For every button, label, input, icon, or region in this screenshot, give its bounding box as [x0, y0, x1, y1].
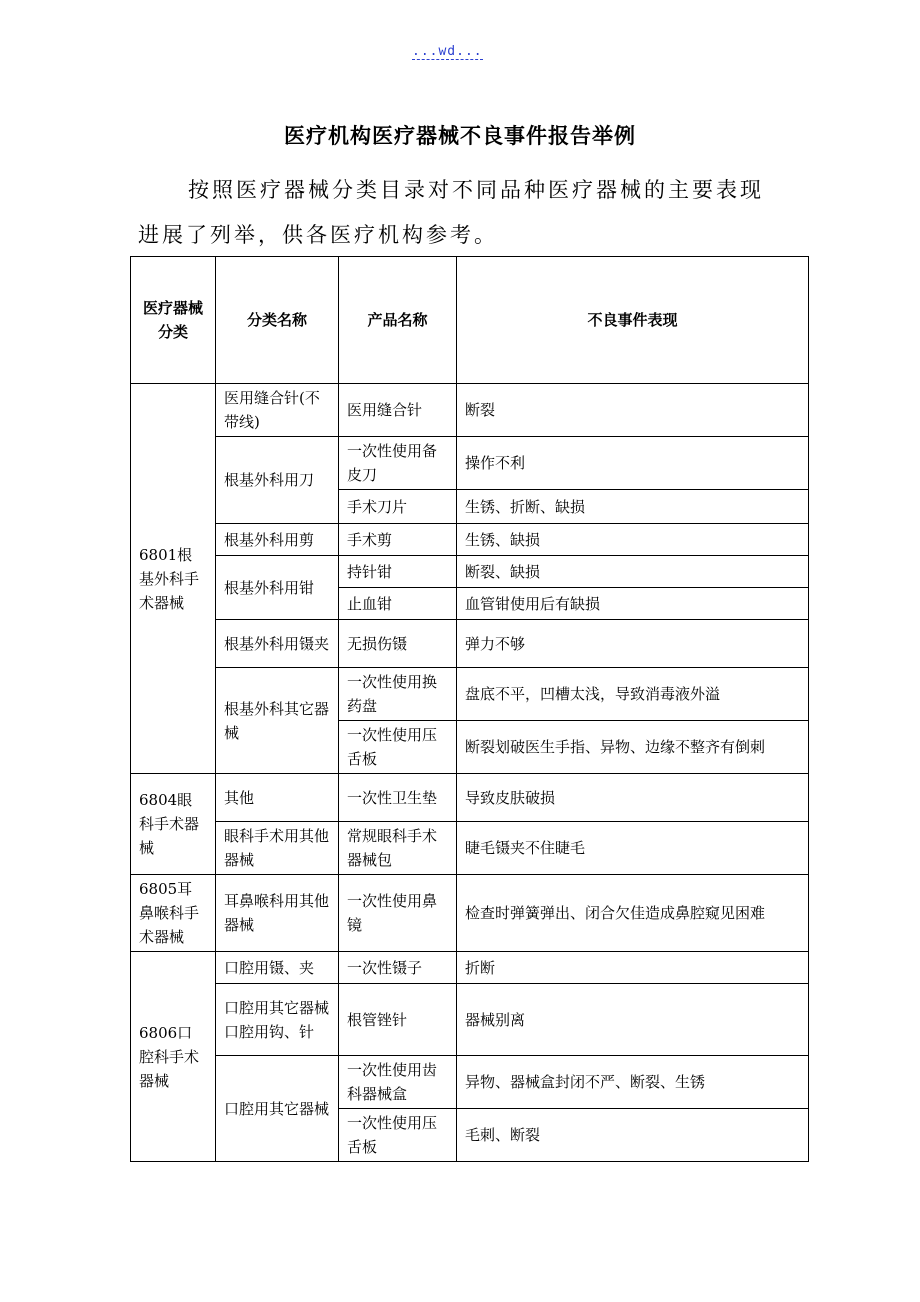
table-row	[131, 620, 809, 668]
subcategory-cell: 根基外科其它器械	[216, 668, 339, 774]
header-category: 医疗器械分类	[131, 257, 216, 384]
product-cell: 常规眼科手术器械包	[339, 822, 457, 875]
product-cell: 一次性使用齿科器械盒	[339, 1056, 457, 1109]
product-cell: 一次性使用压舌板	[339, 1109, 457, 1162]
table-row	[131, 556, 809, 588]
product-cell: 一次性使用鼻镜	[339, 875, 457, 952]
subcategory-cell: 根基外科用剪	[216, 524, 339, 556]
table-row	[131, 384, 809, 437]
product-cell: 根管锉针	[339, 984, 457, 1056]
header-watermark: ...wd...	[412, 44, 483, 59]
event-cell: 睫毛镊夹不住睫毛	[457, 822, 809, 875]
table-row	[131, 822, 809, 875]
subcategory-cell: 医用缝合针(不带线)	[216, 384, 339, 437]
event-cell: 生锈、折断、缺损	[457, 490, 809, 524]
product-cell: 一次性卫生垫	[339, 774, 457, 822]
category-cell: 6804眼科手术器械	[131, 774, 216, 875]
page-title: 医疗机构医疗器械不良事件报告举例	[284, 124, 636, 148]
subcategory-cell: 根基外科用钳	[216, 556, 339, 620]
intro-paragraph: 按照医疗器械分类目录对不同品种医疗器械的主要表现进展了列举，供各医疗机构参考。	[138, 178, 764, 247]
table-header-row	[131, 257, 809, 384]
product-cell: 止血钳	[339, 588, 457, 620]
product-cell: 一次性使用压舌板	[339, 721, 457, 774]
table-row	[131, 984, 809, 1056]
subcategory-cell: 口腔用其它器械	[216, 1056, 339, 1162]
table-row	[131, 524, 809, 556]
subcategory-cell: 根基外科用镊夹	[216, 620, 339, 668]
event-cell: 检查时弹簧弹出、闭合欠佳造成鼻腔窥见困难	[457, 875, 809, 952]
event-cell: 毛刺、断裂	[457, 1109, 809, 1162]
adverse-event-table	[130, 256, 809, 1162]
table-row	[131, 437, 809, 490]
category-cell: 6806口腔科手术器械	[131, 952, 216, 1162]
event-cell: 断裂、缺损	[457, 556, 809, 588]
event-cell: 生锈、缺损	[457, 524, 809, 556]
event-cell: 异物、器械盒封闭不严、断裂、生锈	[457, 1056, 809, 1109]
table-row	[131, 875, 809, 952]
subcategory-cell: 其他	[216, 774, 339, 822]
event-cell: 血管钳使用后有缺损	[457, 588, 809, 620]
table-row	[131, 668, 809, 721]
subcategory-cell: 根基外科用刀	[216, 437, 339, 524]
product-cell: 手术刀片	[339, 490, 457, 524]
subcategory-cell: 眼科手术用其他器械	[216, 822, 339, 875]
header-product: 产品名称	[339, 257, 457, 384]
product-cell: 持针钳	[339, 556, 457, 588]
event-cell: 弹力不够	[457, 620, 809, 668]
event-cell: 导致皮肤破损	[457, 774, 809, 822]
event-cell: 操作不利	[457, 437, 809, 490]
subcategory-cell: 口腔用其它器械口腔用钩、针	[216, 984, 339, 1056]
category-cell: 6801根基外科手术器械	[131, 384, 216, 774]
event-cell: 器械别离	[457, 984, 809, 1056]
product-cell: 无损伤镊	[339, 620, 457, 668]
product-cell: 一次性使用备皮刀	[339, 437, 457, 490]
subcategory-cell: 耳鼻喉科用其他器械	[216, 875, 339, 952]
event-cell: 折断	[457, 952, 809, 984]
product-cell: 一次性使用换药盘	[339, 668, 457, 721]
subcategory-cell: 口腔用镊、夹	[216, 952, 339, 984]
header-subcategory: 分类名称	[216, 257, 339, 384]
table-row	[131, 952, 809, 984]
product-cell: 一次性镊子	[339, 952, 457, 984]
product-cell: 医用缝合针	[339, 384, 457, 437]
event-cell: 断裂	[457, 384, 809, 437]
event-cell: 断裂划破医生手指、异物、边缘不整齐有倒刺	[457, 721, 809, 774]
table-row	[131, 774, 809, 822]
event-cell: 盘底不平，凹槽太浅，导致消毒液外溢	[457, 668, 809, 721]
category-cell: 6805耳鼻喉科手术器械	[131, 875, 216, 952]
header-event: 不良事件表现	[457, 257, 809, 384]
table-row	[131, 1056, 809, 1109]
product-cell: 手术剪	[339, 524, 457, 556]
